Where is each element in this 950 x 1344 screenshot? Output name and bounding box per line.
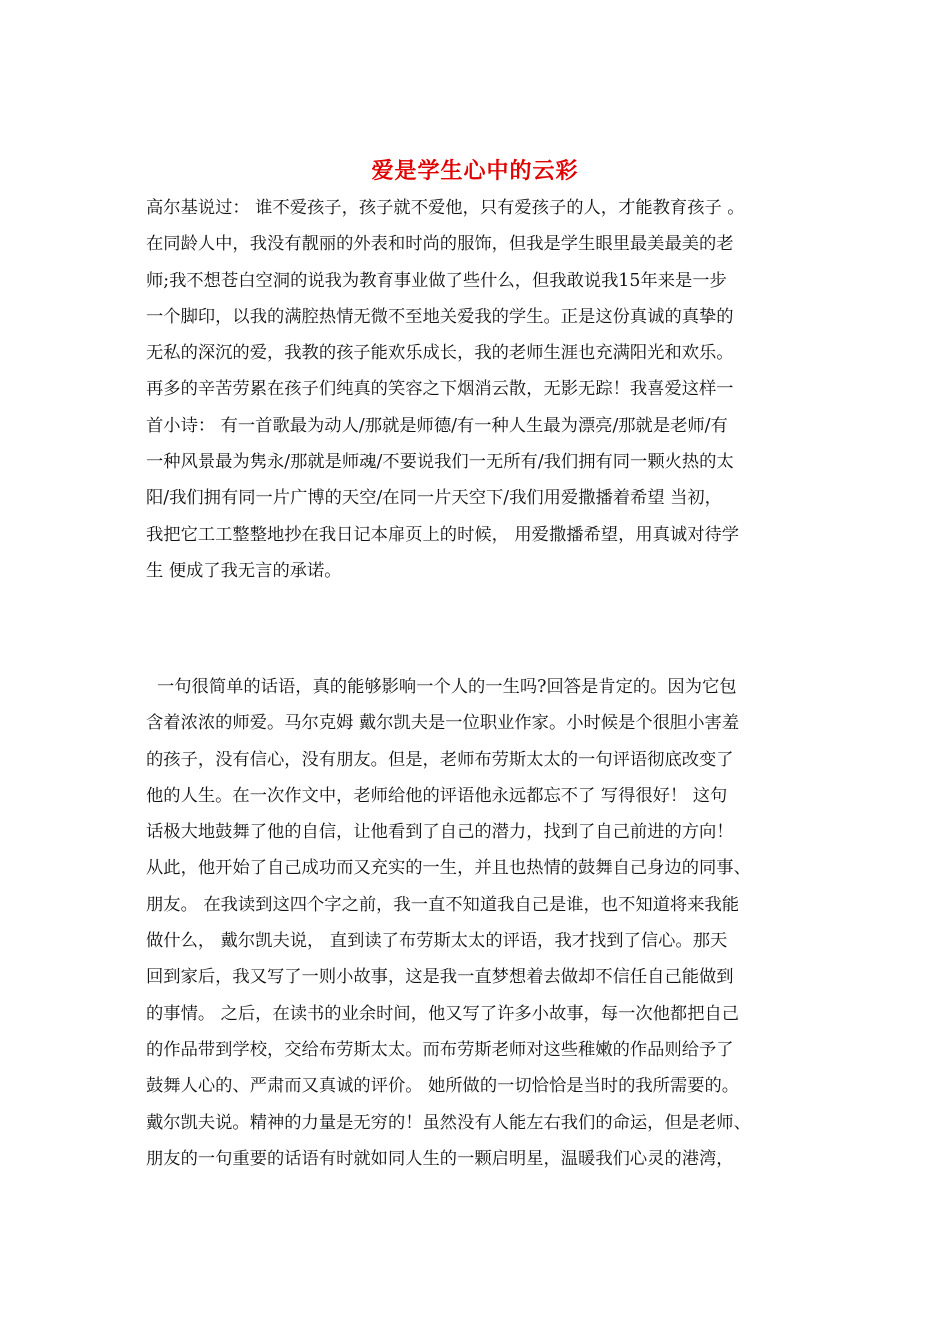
text-line: 一个脚印，以我的满腔热情无微不至地关爱我的学生。正是这份真诚的真挚的 (146, 306, 734, 327)
text-line: 阳/我们拥有同一片广博的天空/在同一片天空下/我们用爱撒播着希望 当初， (146, 488, 722, 509)
text-line: 的孩子，没有信心，没有朋友。但是，老师布劳斯太太的一句评语彻底改变了 (146, 749, 734, 770)
text-line: 在同龄人中，我没有靓丽的外表和时尚的服饰，但我是学生眼里最美最美的老 (146, 234, 734, 255)
text-line: 的事情。 之后，在读书的业余时间，他又写了许多小故事，每一次他都把自己 (146, 1003, 740, 1024)
text-line: 话极大地鼓舞了他的自信，让他看到了自己的潜力，找到了自己前进的方向！ (146, 822, 734, 843)
text-line: 回到家后，我又写了一则小故事，这是我一直梦想着去做却不信任自己能做到 (146, 967, 734, 988)
text-line: 一句很简单的话语，真的能够影响一个人的一生吗?回答是肯定的。因为它包 (146, 677, 737, 697)
text-line: 朋友。 在我读到这四个字之前，我一直不知道我自己是谁，也不知道将来我能 (146, 894, 740, 915)
text-line: 做什么， 戴尔凯夫说， 直到读了布劳斯太太的评语，我才找到了信心。那天 (146, 931, 728, 952)
paragraph-2 (146, 669, 836, 1177)
text-line: 鼓舞人心的、严肃而又真诚的评价。 她所做的一切恰恰是当时的我所需要的。 (146, 1076, 740, 1097)
text-line: 一种风景最为隽永/那就是师魂/不要说我们一无所有/我们拥有同一颗火热的太 (146, 452, 734, 473)
text-line: 首小诗： 有一首歌最为动人/那就是师德/有一种人生最为漂亮/那就是老师/有 (146, 415, 728, 436)
text-line: 再多的辛苦劳累在孩子们纯真的笑容之下烟消云散，无影无踪！我喜爱这样一 (146, 379, 734, 400)
text-line: 他的人生。在一次作文中，老师给他的评语他永远都忘不了 写得很好！ 这句 (146, 785, 728, 806)
paragraph-1 (146, 190, 836, 589)
text-line: 无私的深沉的爱，我教的孩子能欢乐成长，我的老师生涯也充满阳光和欢乐。 (146, 343, 734, 364)
text-line: 戴尔凯夫说。精神的力量是无穷的！虽然没有人能左右我们的命运，但是老师、 (146, 1112, 751, 1133)
text-line: 师;我不想苍白空洞的说我为教育事业做了些什么，但我敢说我15年来是一步 (146, 270, 727, 291)
text-line: 我把它工工整整地抄在我日记本扉页上的时候， 用爱撒播希望，用真诚对待学 (146, 524, 740, 545)
document-title: 爱是学生心中的云彩 (371, 158, 579, 184)
text-line: 的作品带到学校，交给布劳斯太太。而布劳斯老师对这些稚嫩的作品则给予了 (146, 1039, 734, 1060)
text-line: 含着浓浓的师爱。马尔克姆 戴尔凯夫是一位职业作家。小时候是个很胆小害羞 (146, 713, 740, 734)
text-line: 从此，他开始了自己成功而又充实的一生，并且也热情的鼓舞自己身边的同事、 (146, 858, 751, 879)
text-line: 朋友的一句重要的话语有时就如同人生的一颗启明星，温暖我们心灵的港湾， (146, 1148, 734, 1169)
text-line: 生 便成了我无言的承诺。 (146, 560, 342, 581)
text-line: 高尔基说过： 谁不爱孩子，孩子就不爱他，只有爱孩子的人，才能教育孩子 。 (146, 198, 745, 218)
